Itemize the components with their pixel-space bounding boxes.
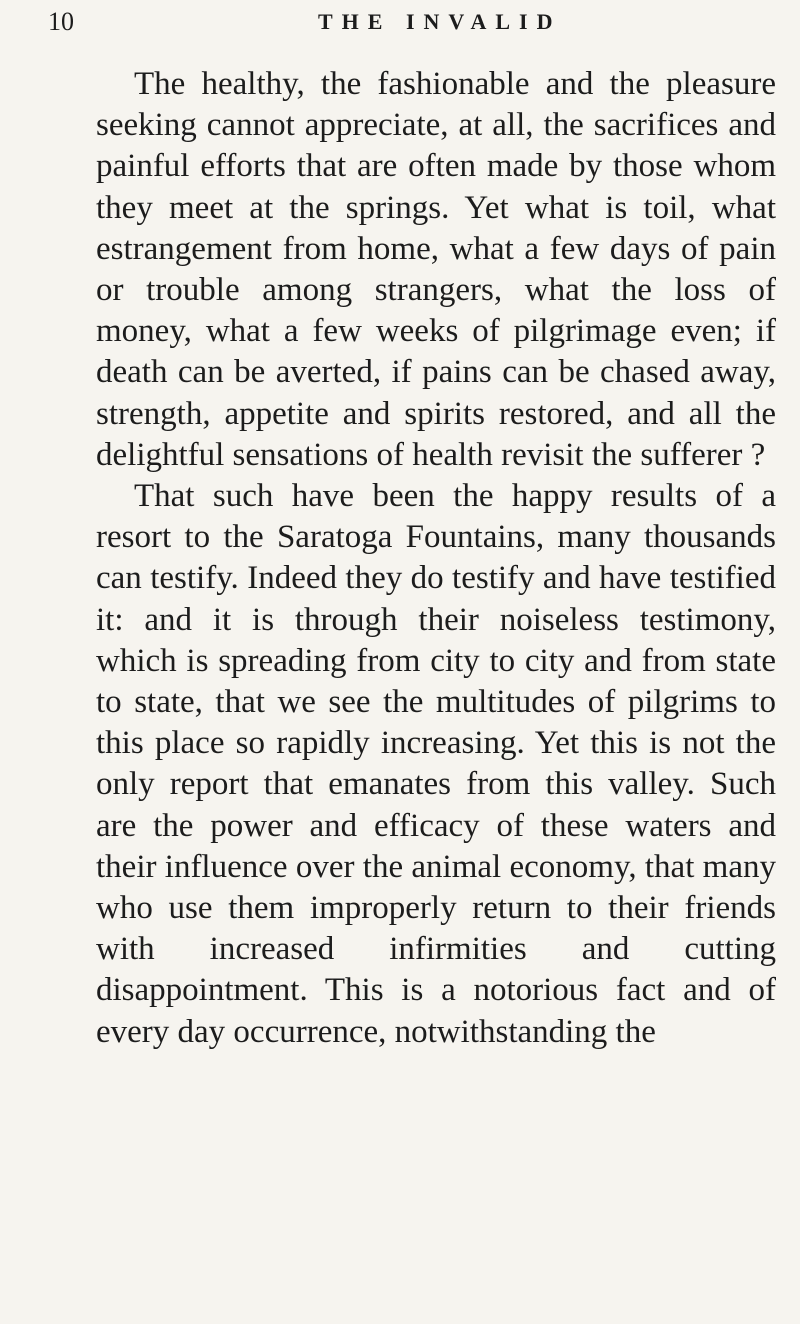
paragraph: The healthy, the fashionable and the pleasure seeking cannot appreciate, at all, the sacrifices and painful efforts that are often made by those whom they meet at the springs. Yet what is toil, what estrangement from home, what a few days of pain or trouble among strangers, what the loss of money, what a few weeks of pilgrimage even; if death can be averted, if pains can be chased away, strength, appetite and spirits restored, and all the delightful sensations of health revisit the sufferer ? (96, 66, 776, 473)
page-number: 10 (48, 7, 74, 36)
running-head (48, 4, 758, 40)
running-title: THE INVALID (318, 9, 562, 34)
body-text (96, 64, 776, 1053)
paragraph: That such have been the happy results of a resort to the Saratoga Fountains, many thousands can testify. Indeed they do testify and have testified it: and it is through their noiseless testimony, which is spreading from city to city and from state to state, that we see the multitudes of pilgrims to this place so rapidly increasing. Yet this is not the only report that emanates from this valley. Such are the power and efficacy of these waters and their influence over the animal economy, that many who use them improperly return to their friends with increased infirmities and cutting disappointment. This is a notorious fact and of every day occurrence, notwithstanding the (96, 478, 776, 1050)
